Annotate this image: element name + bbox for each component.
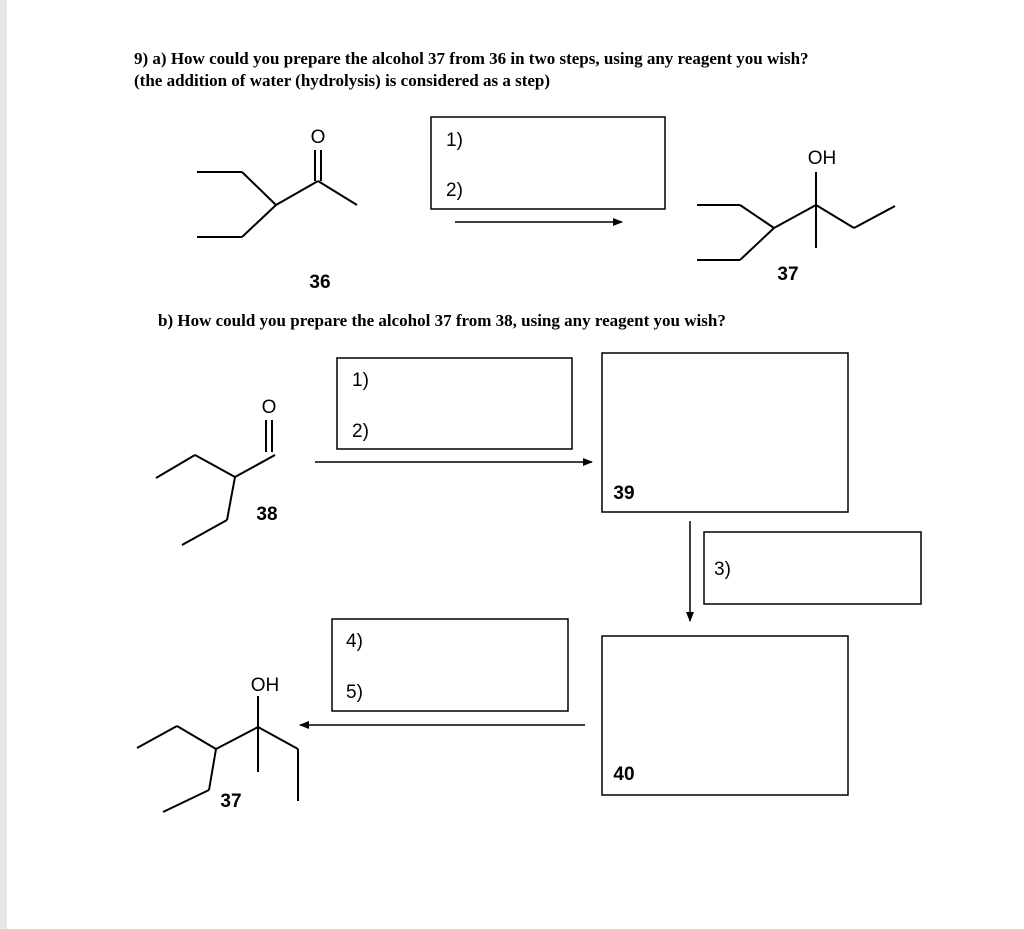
step-label-5: 5): [346, 682, 363, 703]
reagent-box-b3[interactable]: [332, 619, 568, 711]
compound-label-38: 38: [256, 504, 278, 525]
reagent-box-a[interactable]: [431, 117, 665, 209]
question-a-line2: (the addition of water (hydrolysis) is considered as a step): [134, 71, 551, 90]
compound-label-39: 39: [613, 483, 635, 504]
step-label-2b: 2): [352, 421, 369, 442]
intermediate-box-40[interactable]: [602, 636, 848, 795]
molecule-37-top: [697, 172, 895, 260]
intermediate-box-39[interactable]: [602, 353, 848, 512]
molecule-38: [156, 420, 278, 545]
step-label-1a: 1): [446, 130, 463, 151]
atom-oxygen-38: O: [261, 397, 277, 418]
step-label-1b: 1): [352, 370, 369, 391]
atom-oxygen-36: O: [310, 127, 326, 148]
step-label-3: 3): [714, 559, 731, 580]
compound-label-40: 40: [613, 764, 635, 785]
atom-hydroxyl-37a: OH: [807, 148, 837, 169]
compound-label-36: 36: [309, 272, 331, 293]
molecule-37-bottom: [137, 696, 298, 812]
question-b: b) How could you prepare the alcohol 37 from 38, using any reagent you wish?: [158, 311, 726, 330]
reagent-box-b1[interactable]: [337, 358, 572, 449]
step-label-2a: 2): [446, 180, 463, 201]
question-a-line1: 9) a) How could you prepare the alcohol 37 from 36 in two steps, using any reagent you wish?: [134, 49, 809, 68]
step-label-4: 4): [346, 631, 363, 652]
compound-label-37b: 37: [220, 791, 242, 812]
atom-hydroxyl-37b: OH: [250, 675, 280, 696]
compound-label-37a: 37: [777, 264, 799, 285]
molecule-36: [197, 150, 357, 237]
reagent-box-b2[interactable]: [704, 532, 921, 604]
